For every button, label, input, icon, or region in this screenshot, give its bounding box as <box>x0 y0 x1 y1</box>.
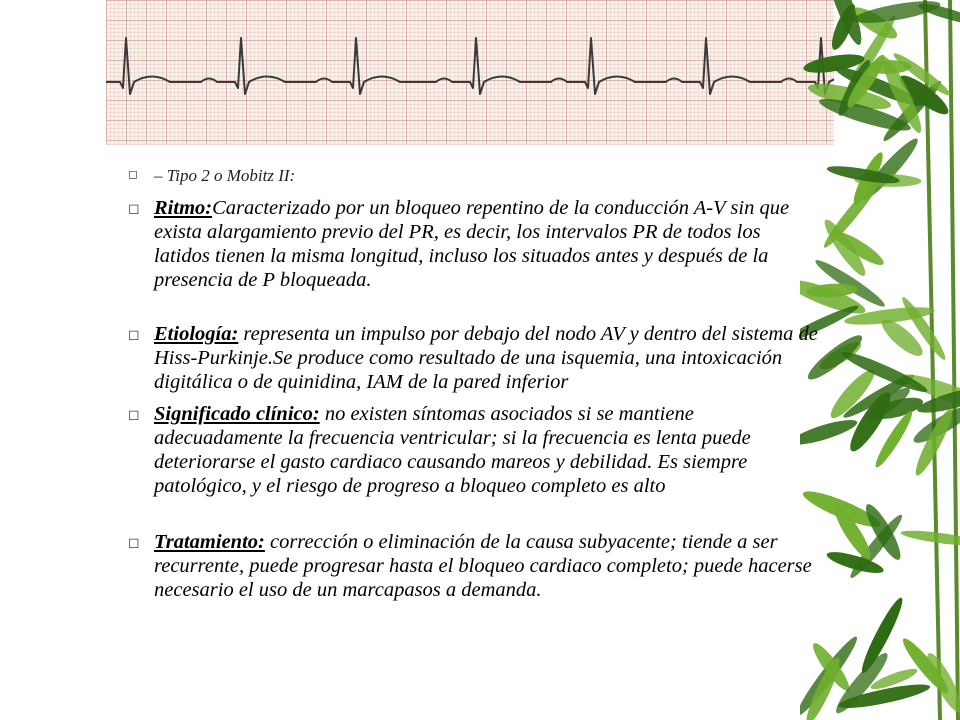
subtitle-row <box>128 164 818 188</box>
ecg-strip-image <box>106 0 834 145</box>
ecg-waveform <box>106 38 834 94</box>
list-item-etiologia <box>128 322 818 394</box>
list-item-significado <box>128 402 818 498</box>
subtitle: – Tipo 2 o Mobitz II: <box>154 166 296 185</box>
bullet-icon: ◻ <box>128 201 140 217</box>
text-significado: no existen síntomas asociados si se mantiene adecuadamente la frecuencia ventricular; si la frecuencia es lenta puede deteriorarse el gasto cardiaco causando mareos y debilidad. Es siempre patológico, y el riesgo de progreso a bloqueo completo es alto <box>154 403 751 497</box>
term-significado: Significado clínico: <box>154 403 320 425</box>
list-item-tratamiento <box>128 530 818 602</box>
bamboo-stem <box>950 0 958 720</box>
text-ritmo: Caracterizado por un bloqueo repentino de la conducción A-V sin que exista alargamiento previo del PR, es decir, los intervalos PR de todos los latidos tienen la misma longitud, incluso los situados antes y después de la presencia de P bloqueada. <box>154 197 790 291</box>
list-item-ritmo <box>128 196 818 292</box>
text-etiologia: representa un impulso por debajo del nodo AV y dentro del sistema de Hiss-Purkinje.Se produce como resultado de una isquemia, una intoxicación digitálica o de quinidina, IAM de la pared inferior <box>154 323 818 393</box>
bullet-icon: ◻ <box>128 167 138 181</box>
term-etiologia: Etiología: <box>154 323 239 345</box>
bamboo-leaf <box>900 528 960 549</box>
term-tratamiento: Tratamiento: <box>154 531 265 553</box>
bamboo-leaves-image <box>800 0 960 720</box>
bullet-icon: ◻ <box>128 327 140 343</box>
bullet-icon: ◻ <box>128 407 140 423</box>
slide-content <box>128 164 818 602</box>
ecg-trace <box>106 0 834 145</box>
bullet-icon: ◻ <box>128 535 140 551</box>
bamboo-leaf <box>898 294 949 363</box>
text-tratamiento: corrección o eliminación de la causa subyacente; tiende a ser recurrente, puede progresar hasta el bloqueo cardiaco completo; puede hacerse necesario el uso de un marcapasos a demanda. <box>154 531 812 601</box>
term-ritmo: Ritmo: <box>154 197 213 219</box>
